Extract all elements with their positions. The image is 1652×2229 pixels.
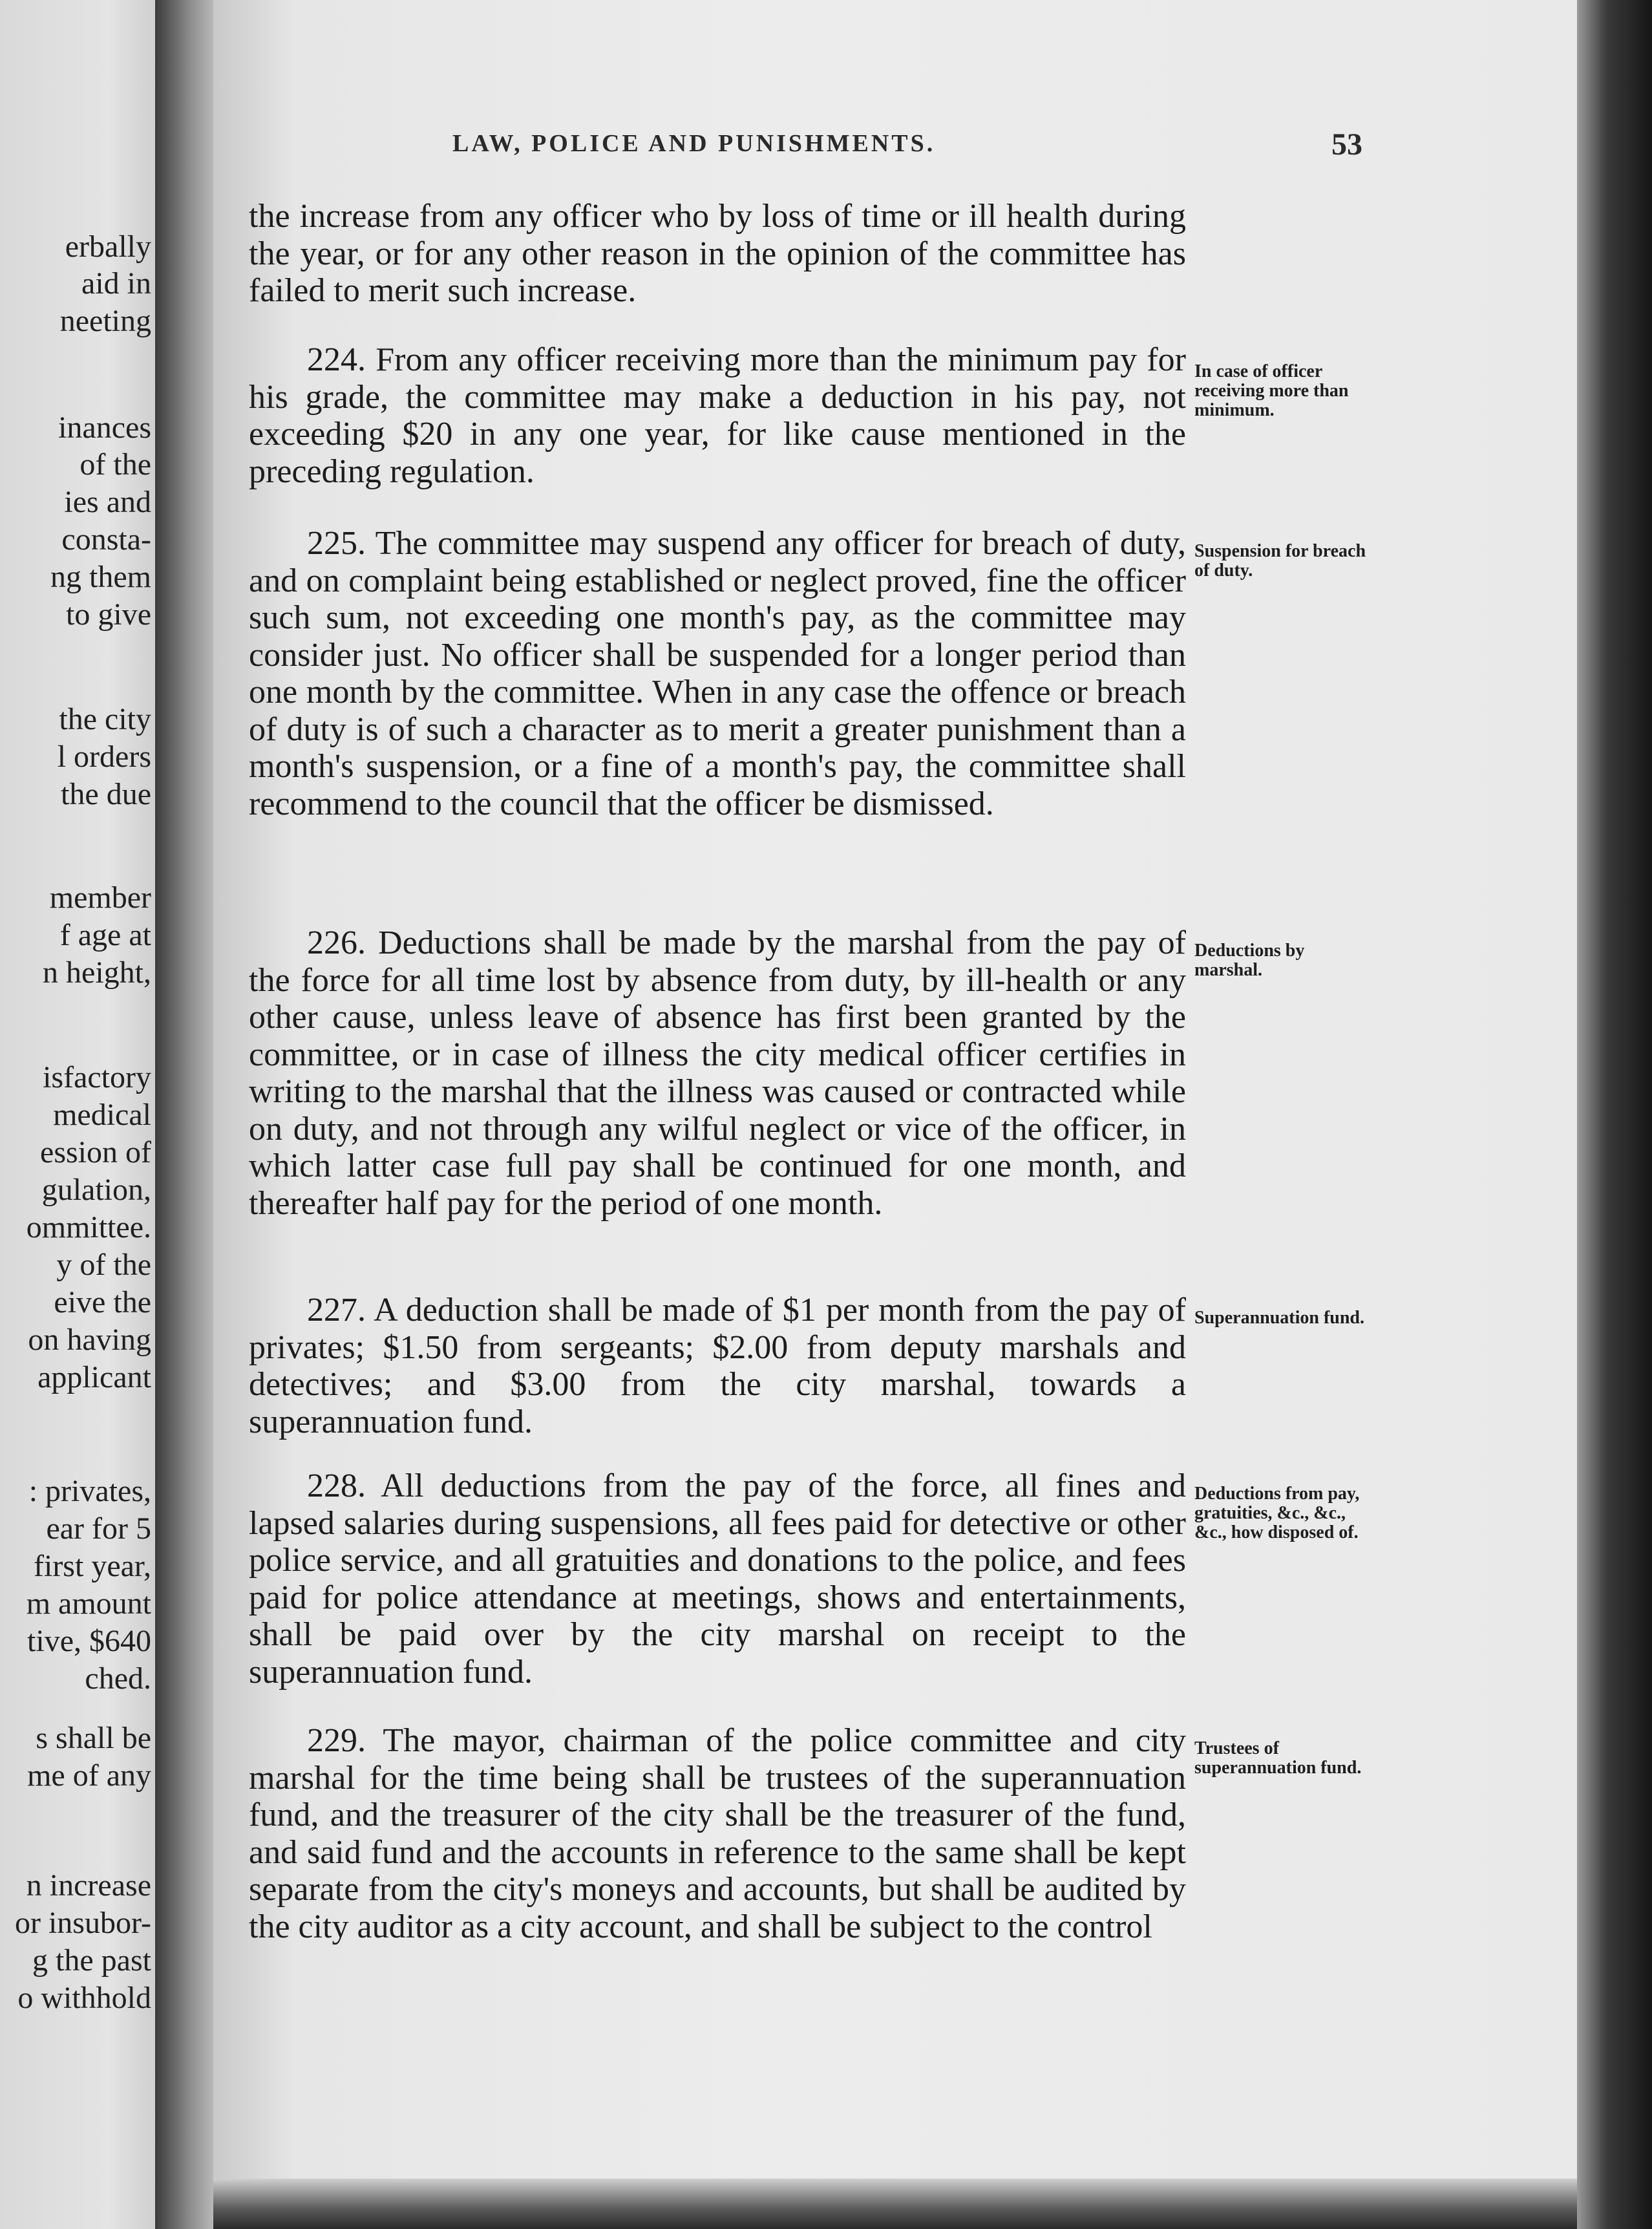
bottom-page-edge (213, 2179, 1577, 2229)
left-page-fragment: isfactory (43, 1060, 151, 1094)
left-page-fragment: aid in (81, 266, 151, 301)
left-page-fragment: erbally (65, 229, 151, 264)
marginal-note: Trustees of superannuation fund. (1194, 1738, 1362, 1778)
left-page-fragment: tive, $640 (27, 1624, 151, 1658)
left-page-fragment: ng them (50, 560, 151, 594)
section-text: A deduction shall be made of $1 per month from the pay of privates; $1.50 from sergeants; $2.00 from deputy marshals and detectives; and $3.00 from the city marshal, towards a superannuation fund. (249, 1292, 1186, 1440)
left-page-fragment: inances (58, 411, 151, 445)
marginal-note: Deductions by marshal. (1194, 941, 1305, 980)
section-227 (249, 1292, 1186, 1440)
marginal-note: Suspension for breach of duty. (1194, 541, 1366, 581)
section-text: The committee may suspend any officer for breach of duty, and on complaint being established or neglect proved, fine the officer such sum, not exceeding one month's pay, as the committee may consider just. No officer shall be suspended for a longer period than one month by the committee. When in any case the offence or breach of duty is of such a character as to merit a greater punishment than a month's suspension, or a fine of a month's pay, the committee shall recommend to the council that the officer be dismissed. (249, 525, 1186, 822)
section-number: 228. (307, 1467, 366, 1504)
left-page-fragment: of the (79, 447, 151, 482)
left-facing-page (0, 0, 155, 2229)
page-number: 53 (1331, 127, 1362, 162)
section-text: From any officer receiving more than the minimum pay for his grade, the committee may make a deduction in his pay, not exceeding $20 in any one year, for like cause mentioned in the preceding regulation. (249, 341, 1186, 490)
left-page-fragment: ommittee. (26, 1210, 151, 1244)
left-page-fragment: the city (59, 702, 151, 736)
section-224 (249, 341, 1186, 490)
section-number: 226. (307, 924, 366, 961)
left-page-fragment: f age at (59, 918, 151, 952)
left-page-fragment: gulation, (41, 1173, 151, 1207)
continuation-paragraph: the increase from any officer who by loss of time or ill health during the year, or for any other reason in the opinion of the committee has failed to merit such increase. (249, 198, 1186, 309)
left-page-fragment: the due (61, 777, 151, 811)
section-225 (249, 525, 1186, 822)
left-page-fragment: or insubor- (14, 1906, 151, 1940)
section-number: 227. (307, 1292, 366, 1328)
left-page-fragment: y of the (56, 1248, 151, 1282)
left-page-fragment: me of any (27, 1758, 151, 1793)
left-page-fragment: : privates, (28, 1474, 151, 1508)
left-page-fragment: neeting (59, 304, 151, 338)
left-page-fragment: on having (28, 1323, 151, 1357)
left-page-fragment: ies and (64, 485, 151, 519)
left-page-fragment: n increase (26, 1868, 151, 1903)
left-page-fragment: l orders (57, 740, 151, 774)
binding-gutter (155, 0, 213, 2229)
section-text: The mayor, chairman of the police committee and city marshal for the time being shall be trustees of the superannuation fund, and the treasurer of the city shall be the treasurer of the fund, and said fund and the accounts in reference to the same shall be kept separate from the city's moneys and accounts, but shall be audited by the city auditor as a city account, and shall be subject to the control (249, 1722, 1186, 1945)
marginal-note: Superannuation fund. (1194, 1308, 1365, 1328)
left-page-fragment: first year, (34, 1549, 151, 1583)
left-page-fragment: to give (66, 597, 151, 632)
left-page-fragment: g the past (32, 1943, 151, 1978)
left-page-fragment: applicant (37, 1360, 151, 1394)
section-number: 229. (307, 1722, 366, 1759)
left-page-fragment: consta- (61, 522, 151, 557)
section-text: Deductions shall be made by the marshal from the pay of the force for all time lost by absence from duty, by ill-health or any other cause, unless leave of absence has first been granted by the committee, or in case of illness the city medical officer certifies in writing to the marshal that the illness was caused or contracted while on duty, and not through any wilful neglect or vice of the officer, in which latter case full pay shall be continued for one month, and thereafter half pay for the period of one month. (249, 924, 1186, 1222)
left-page-fragment: ession of (40, 1135, 151, 1169)
left-page-fragment: s shall be (36, 1721, 151, 1755)
section-text: All deductions from the pay of the force, all fines and lapsed salaries during suspensions, all fees paid for detective or other police service, and all gratuities and donations to the police, and fees paid for police attendance at meetings, shows and entertainments, shall be paid over by the city marshal on receipt to the superannuation fund. (249, 1467, 1186, 1690)
marginal-note: Deductions from pay, gratuities, &c., &c., &c., how disposed of. (1194, 1484, 1360, 1542)
left-page-fragment: ched. (85, 1661, 151, 1696)
left-page-fragment: medical (53, 1098, 151, 1132)
section-229 (249, 1722, 1186, 1945)
section-226 (249, 924, 1186, 1222)
running-head: LAW, POLICE AND PUNISHMENTS. (452, 130, 936, 157)
left-page-fragment: ear for 5 (46, 1511, 151, 1546)
left-page-fragment: o withhold (17, 1981, 151, 2015)
left-page-fragment: m amount (26, 1586, 151, 1621)
section-228 (249, 1467, 1186, 1690)
left-page-fragment: eive the (54, 1285, 151, 1319)
left-page-fragment: member (49, 880, 151, 915)
marginal-note: In case of officer receiving more than minimum. (1194, 361, 1349, 420)
page-edge-shadow (1577, 0, 1652, 2229)
section-number: 225. (307, 525, 366, 562)
section-number: 224. (307, 341, 366, 378)
left-page-fragment: n height, (43, 955, 151, 990)
